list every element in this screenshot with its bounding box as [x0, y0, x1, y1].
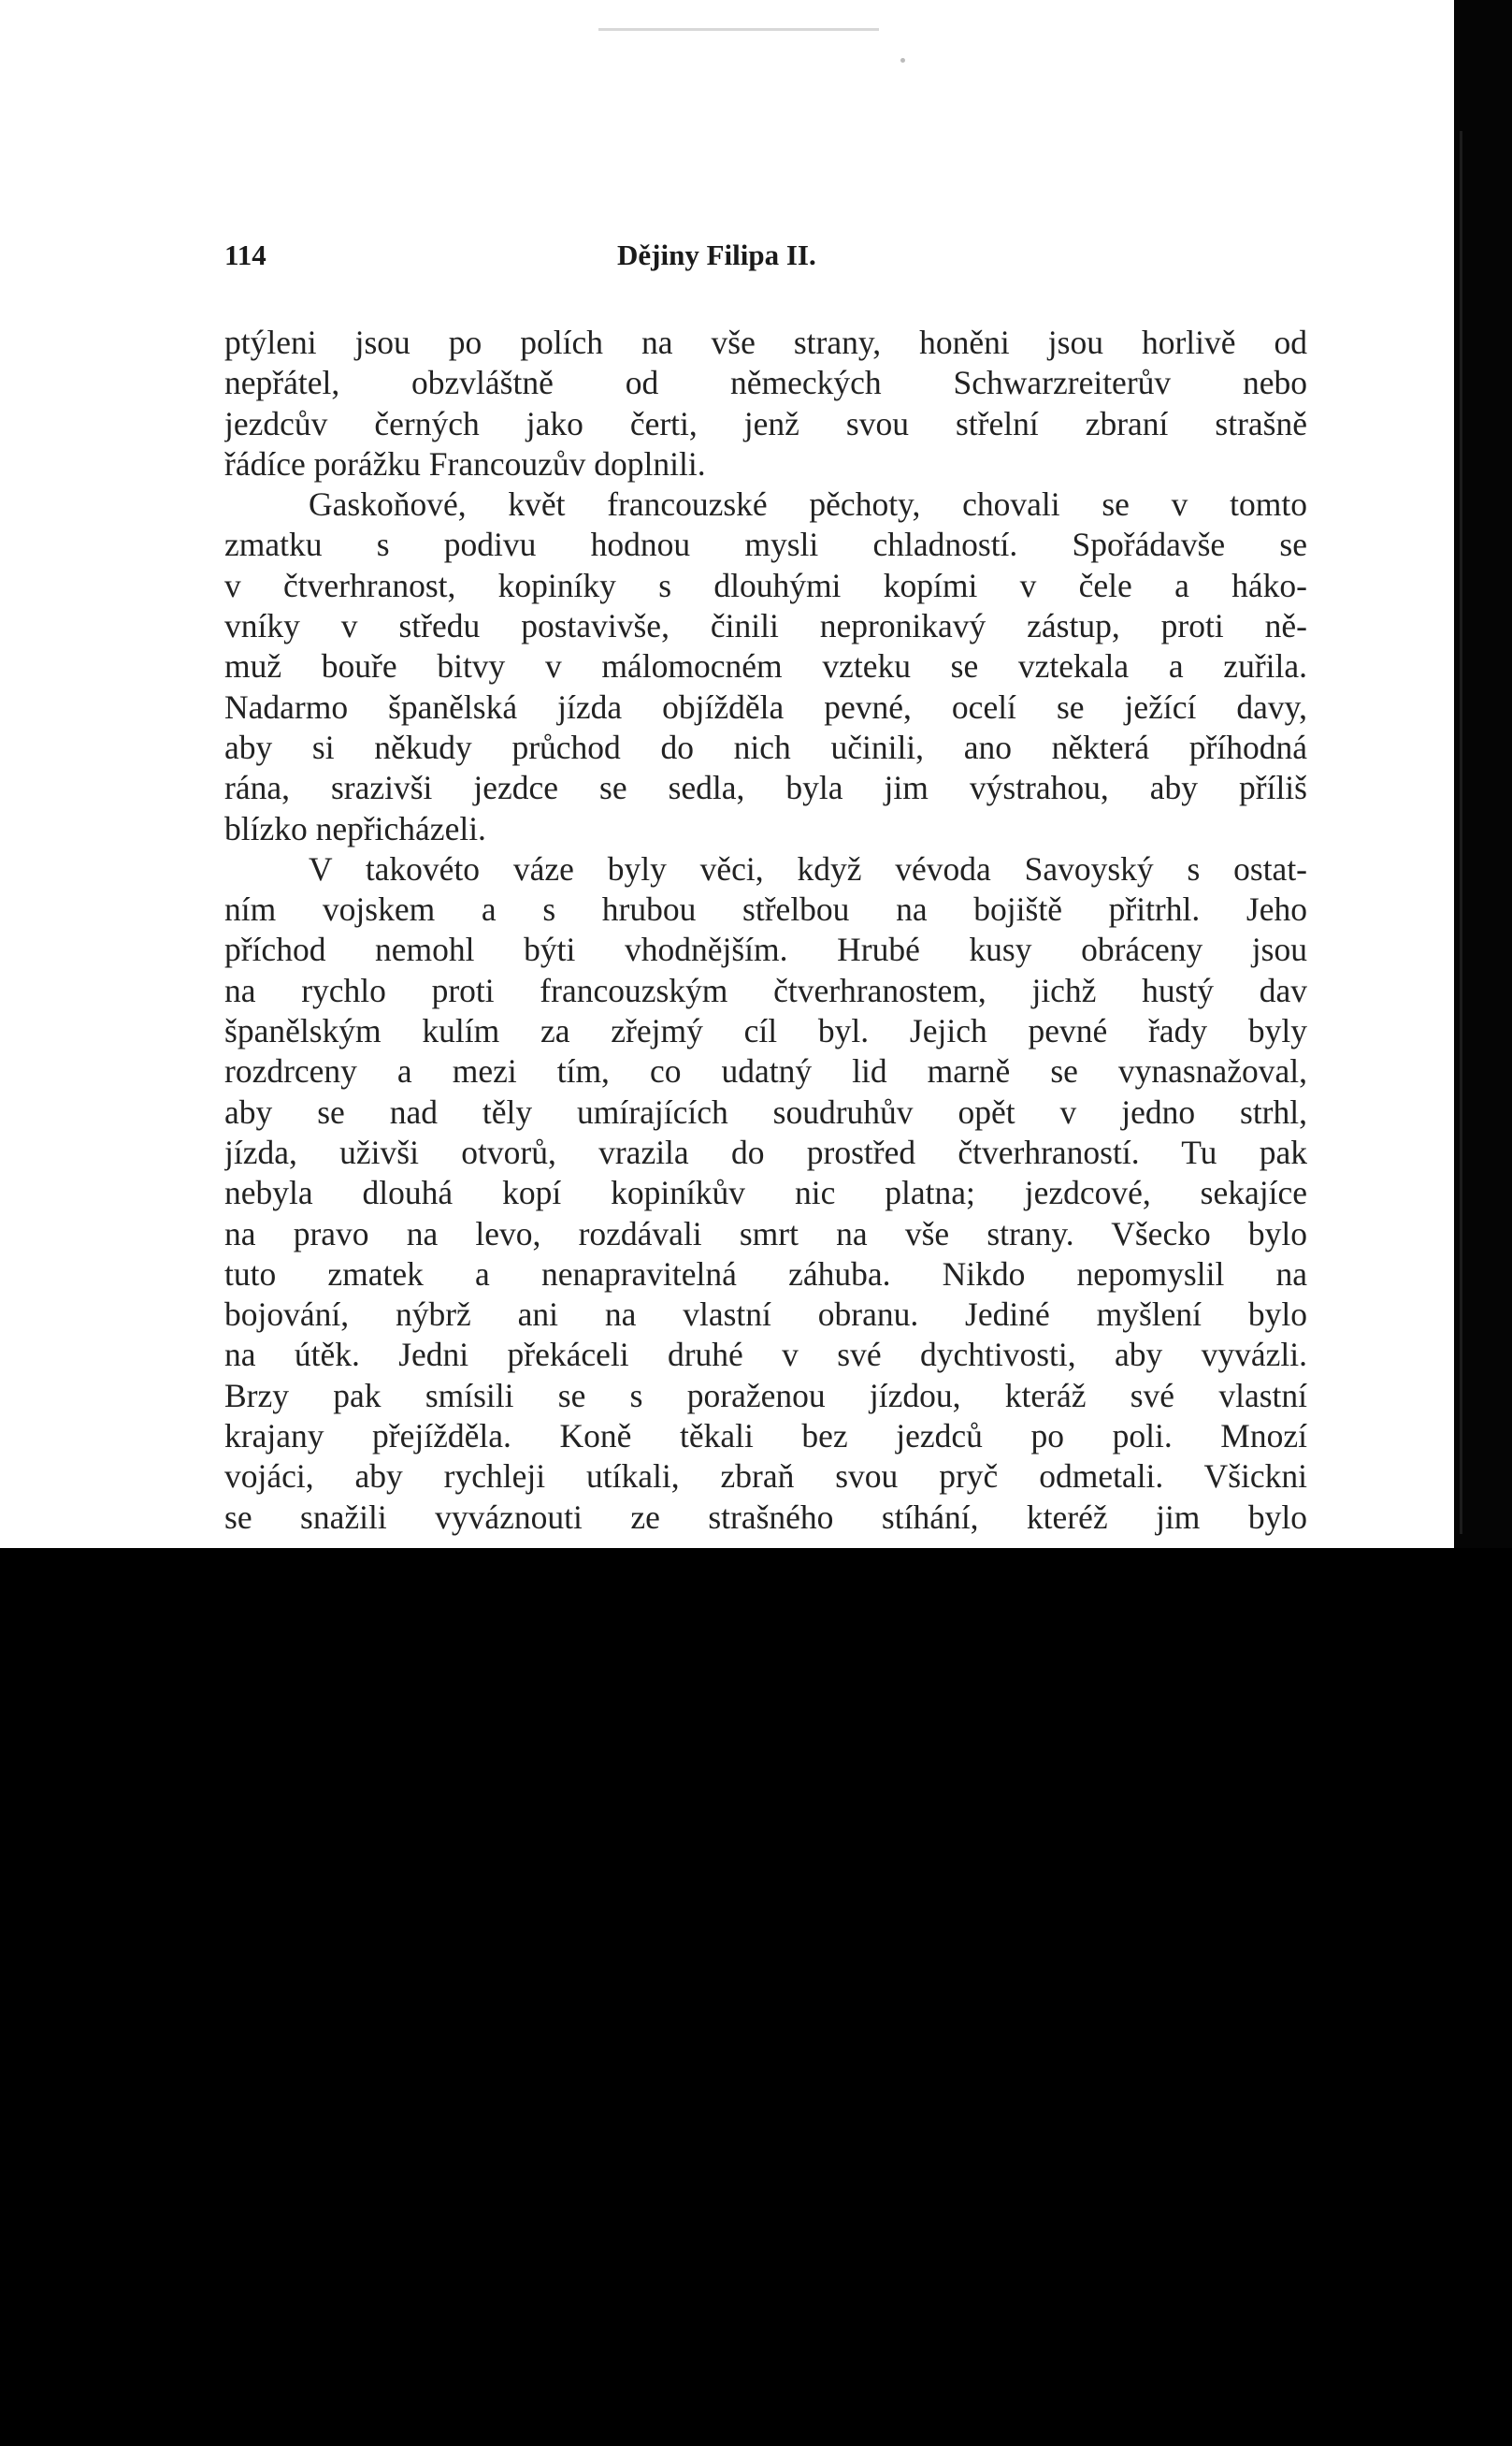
text-line: krajany přejížděla. Koně těkali bez jezdců po poli. Mnozí	[224, 1417, 1307, 1455]
text-line: tuto zmatek a nenapravitelná záhuba. Nikdo nepomyslil na	[224, 1254, 1307, 1293]
text-line: se snažili vyváznouti ze strašného stíhání, kteréž jim bylo	[224, 1498, 1307, 1536]
page-number: 114	[224, 239, 266, 271]
text-line: blízko nepřicházeli.	[224, 809, 486, 847]
text-line: ním vojskem a s hrubou střelbou na bojiště přitrhl. Jeho	[224, 890, 1307, 929]
text-line: nebyla dlouhá kopí kopiníkův nic platna; jezdcové, sekajíce	[224, 1174, 1307, 1212]
text-line: aby si někudy průchod do nich učinili, ano některá příhodná	[224, 728, 1307, 766]
page-header	[224, 239, 874, 276]
text-line: řádíce porážku Francouzův doplnili.	[224, 444, 706, 483]
text-line: rozdrceny a mezi tím, co udatný lid marně se vynasnažoval,	[224, 1052, 1307, 1091]
text-line: Nadarmo španělská jízda objížděla pevné, ocelí se ježící davy,	[224, 687, 1307, 726]
text-line: zmatku s podivu hodnou mysli chladností. Spořádavše se	[224, 526, 1307, 564]
top-edge-mark	[598, 28, 879, 31]
text-line: nepřátel, obzvláštně od německých Schwarzreiterův nebo	[224, 364, 1307, 402]
scan-edge-strip	[1460, 131, 1462, 1534]
text-line: V takovéto váze byly věci, když vévoda Savoyský s ostat-	[309, 849, 1307, 888]
text-line: jezdcův černých jako čerti, jenž svou střelní zbraní strašně	[224, 404, 1307, 442]
body-text	[224, 323, 1307, 1538]
running-title: Dějiny Filipa II.	[617, 239, 816, 271]
text-line: aby se nad těly umírajících soudruhův opět v jedno strhl,	[224, 1093, 1307, 1131]
text-line: španělským kulím za zřejmý cíl byl. Jejich pevné řady byly	[224, 1012, 1307, 1050]
text-line: Brzy pak smísili se s poraženou jízdou, kteráž své vlastní	[224, 1376, 1307, 1414]
text-line: ptýleni jsou po polích na vše strany, honěni jsou horlivě od	[224, 324, 1307, 361]
text-line: v čtverhranost, kopiníky s dlouhými kopími v čele a háko-	[224, 566, 1307, 604]
text-line: vníky v středu postavivše, činili nepronikavý zástup, proti ně-	[224, 607, 1307, 645]
text-line: rána, srazivši jezdce se sedla, byla jim výstrahou, aby příliš	[224, 769, 1307, 807]
text-line: vojáci, aby rychleji utíkali, zbraň svou pryč odmetali. Všickni	[224, 1457, 1307, 1496]
scan-edge	[1454, 0, 1512, 1548]
text-line: příchod nemohl býti vhodnějším. Hrubé kusy obráceny jsou	[224, 931, 1307, 969]
text-line: na rychlo proti francouzským čtverhranostem, jichž hustý dav	[224, 971, 1307, 1009]
paper-speck	[900, 58, 905, 63]
scan-black-area	[0, 1548, 1512, 2446]
text-line: na pravo na levo, rozdávali smrt na vše strany. Všecko bylo	[224, 1214, 1307, 1252]
text-line: jízda, uživši otvorů, vrazila do prostřed čtverhraností. Tu pak	[224, 1133, 1307, 1171]
text-line: Gaskoňové, květ francouzské pěchoty, chovali se v tomto	[309, 485, 1307, 524]
text-line: na útěk. Jedni překáceli druhé v své dychtivosti, aby vyvázli.	[224, 1336, 1307, 1374]
text-line: muž bouře bitvy v málomocném vzteku se vztekala a zuřila.	[224, 647, 1307, 686]
text-line: bojování, nýbrž ani na vlastní obranu. Jediné myšlení bylo	[224, 1295, 1307, 1334]
